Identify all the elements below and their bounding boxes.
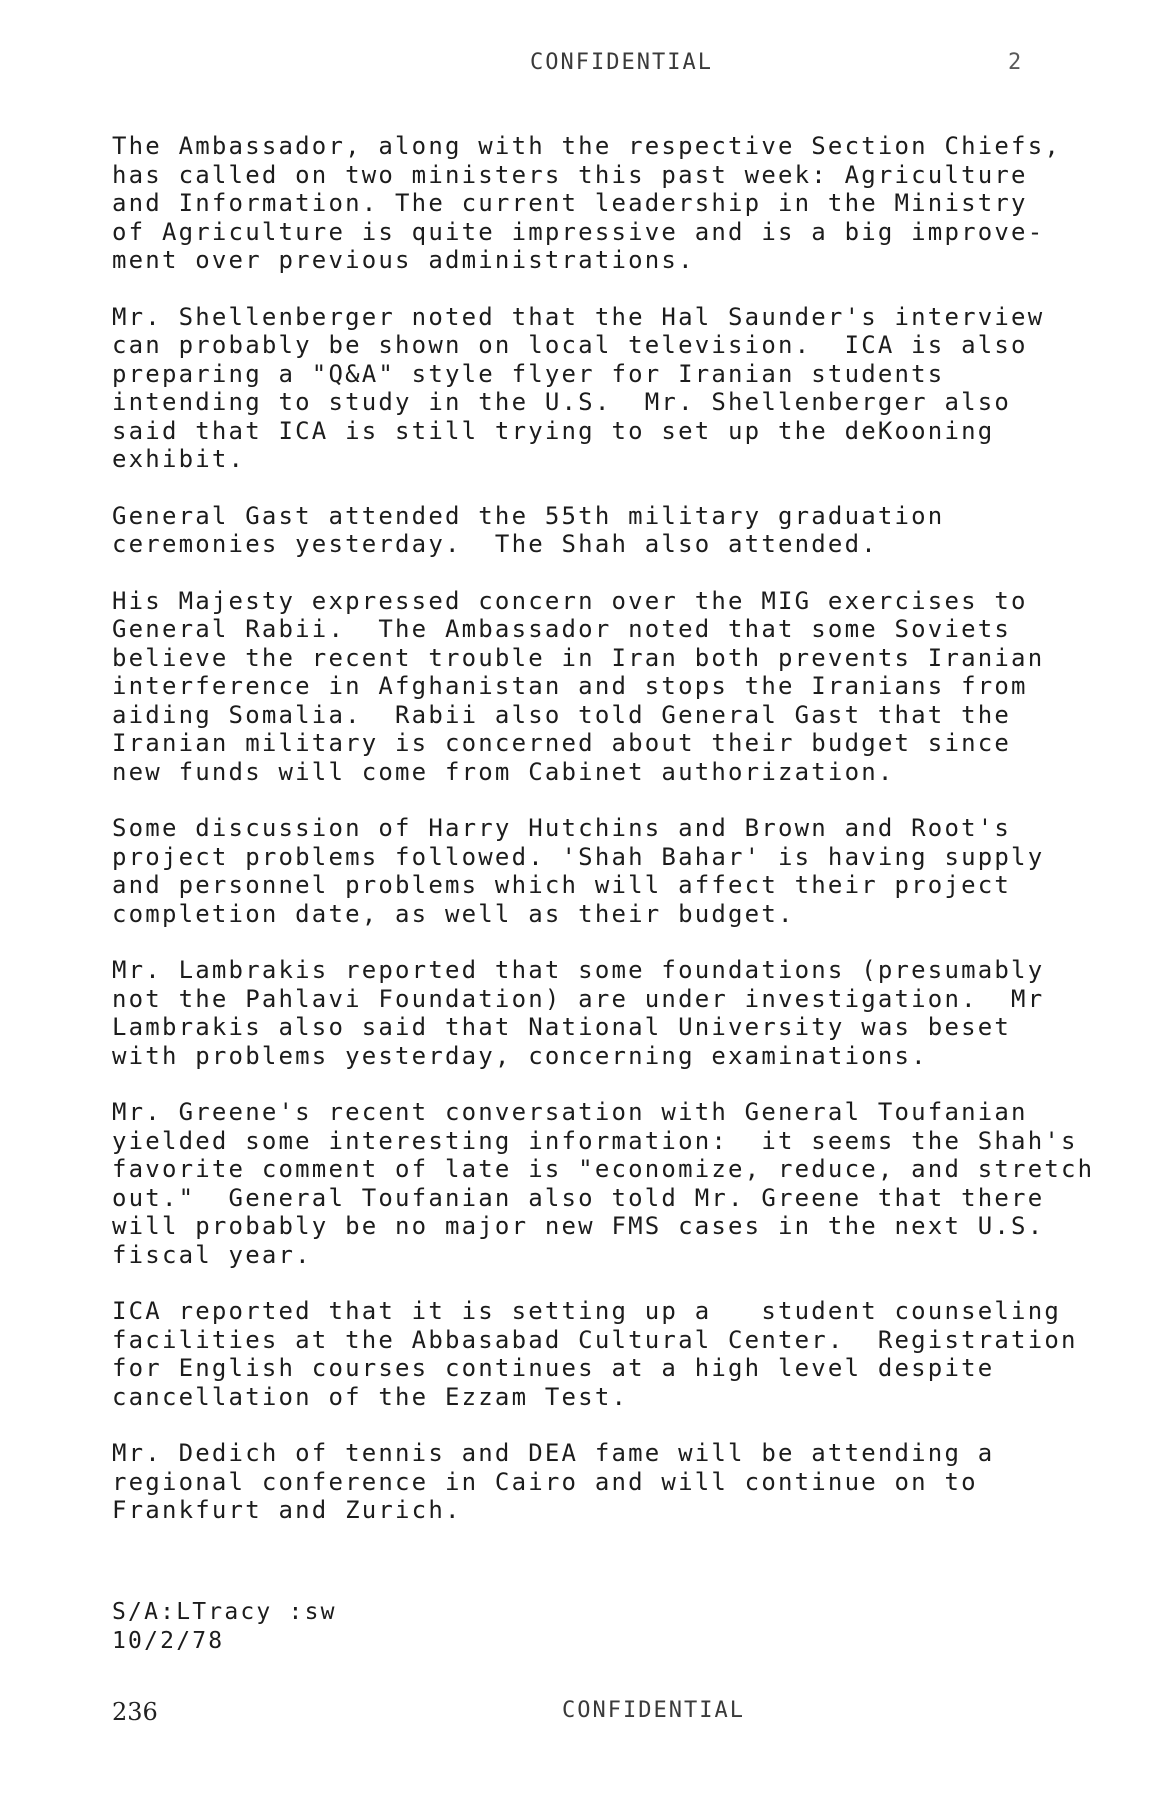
text-line: out." General Toufanian also told Mr. Greene that there xyxy=(112,1183,1045,1212)
text-line: Some discussion of Harry Hutchins and Brown and Root's xyxy=(112,814,1012,842)
footer-page-number: 236 xyxy=(112,1698,158,1726)
text-line: yielded some interesting information: it seems the Shah's xyxy=(112,1126,1078,1155)
footer-classification: CONFIDENTIAL xyxy=(562,1698,745,1723)
text-line: aiding Somalia. Rabii also told General Gast that the xyxy=(112,700,1012,729)
text-line: not the Pahlavi Foundation) are under investigation. Mr xyxy=(112,984,1045,1013)
paragraph-dedich xyxy=(112,1439,1112,1525)
text-line: has called on two ministers this past week: Agriculture xyxy=(112,160,1028,189)
text-line: cancellation of the Ezzam Test. xyxy=(112,1382,629,1411)
text-line: Frankfurt and Zurich. xyxy=(112,1496,462,1524)
text-line: The Ambassador, along with the respective Section Chiefs, xyxy=(112,132,1062,160)
text-line: intending to study in the U.S. Mr. Shellenberger also xyxy=(112,388,1012,416)
text-line: of Agriculture is quite impressive and is a big improve- xyxy=(112,217,1045,246)
text-line: interference in Afghanistan and stops the Iranians from xyxy=(112,672,1028,700)
paragraph-general-gast xyxy=(112,502,1112,559)
text-line: Mr. Lambrakis reported that some foundations (presumably xyxy=(112,956,1045,984)
text-line: and personnel problems which will affect their project xyxy=(112,871,1012,899)
text-line: Mr. Shellenberger noted that the Hal Saunder's interview xyxy=(112,302,1045,331)
text-line: favorite comment of late is "economize, reduce, and stretch xyxy=(112,1155,1095,1183)
text-line: His Majesty expressed concern over the MIG exercises to xyxy=(112,586,1028,615)
text-line: exhibit. xyxy=(112,445,246,473)
header-page-number: 2 xyxy=(1008,50,1022,75)
text-line: General Rabii. The Ambassador noted that some Soviets xyxy=(112,615,1012,643)
paragraph-ambassador-ministers xyxy=(112,132,1112,275)
paragraph-shellenberger xyxy=(112,303,1112,474)
paragraph-ica-counseling xyxy=(112,1297,1112,1411)
text-line: will probably be no major new FMS cases in the next U.S. xyxy=(112,1212,1045,1240)
signoff-initials: S/A:LTracy :sw xyxy=(112,1599,337,1625)
text-line: Lambrakis also said that National University was beset xyxy=(112,1013,1012,1041)
signoff-block xyxy=(112,1598,337,1656)
document-body xyxy=(112,132,1112,1553)
text-line: ceremonies yesterday. The Shah also attended. xyxy=(112,530,878,558)
text-line: and Information. The current leadership in the Ministry xyxy=(112,189,1028,217)
paragraph-harry-hutchins xyxy=(112,814,1112,928)
header-classification: CONFIDENTIAL xyxy=(530,50,713,75)
text-line: Mr. Greene's recent conversation with General Toufanian xyxy=(112,1098,1028,1126)
signoff-date: 10/2/78 xyxy=(112,1628,225,1654)
text-line: new funds will come from Cabinet authorization. xyxy=(112,757,895,786)
text-line: project problems followed. 'Shah Bahar' is having supply xyxy=(112,842,1045,871)
paragraph-lambrakis xyxy=(112,956,1112,1070)
text-line: believe the recent trouble in Iran both prevents Iranian xyxy=(112,643,1045,672)
text-line: regional conference in Cairo and will continue on to xyxy=(112,1467,978,1496)
text-line: ICA reported that it is setting up a student counseling xyxy=(112,1297,1062,1325)
text-line: Iranian military is concerned about their budget since xyxy=(112,729,1012,757)
paragraph-his-majesty xyxy=(112,587,1112,787)
text-line: completion date, as well as their budget. xyxy=(112,899,795,928)
text-line: fiscal year. xyxy=(112,1240,312,1269)
text-line: said that ICA is still trying to set up the deKooning xyxy=(112,416,995,445)
text-line: facilities at the Abbasabad Cultural Center. Registration xyxy=(112,1325,1078,1354)
text-line: Mr. Dedich of tennis and DEA fame will be attending a xyxy=(112,1439,995,1467)
text-line: preparing a "Q&A" style flyer for Iranian students xyxy=(112,359,945,388)
text-line: can probably be shown on local television. ICA is also xyxy=(112,331,1028,359)
text-line: with problems yesterday, concerning examinations. xyxy=(112,1041,928,1070)
paragraph-greene xyxy=(112,1098,1112,1269)
text-line: for English courses continues at a high level despite xyxy=(112,1354,995,1382)
text-line: ment over previous administrations. xyxy=(112,246,695,274)
text-line: General Gast attended the 55th military graduation xyxy=(112,501,945,530)
